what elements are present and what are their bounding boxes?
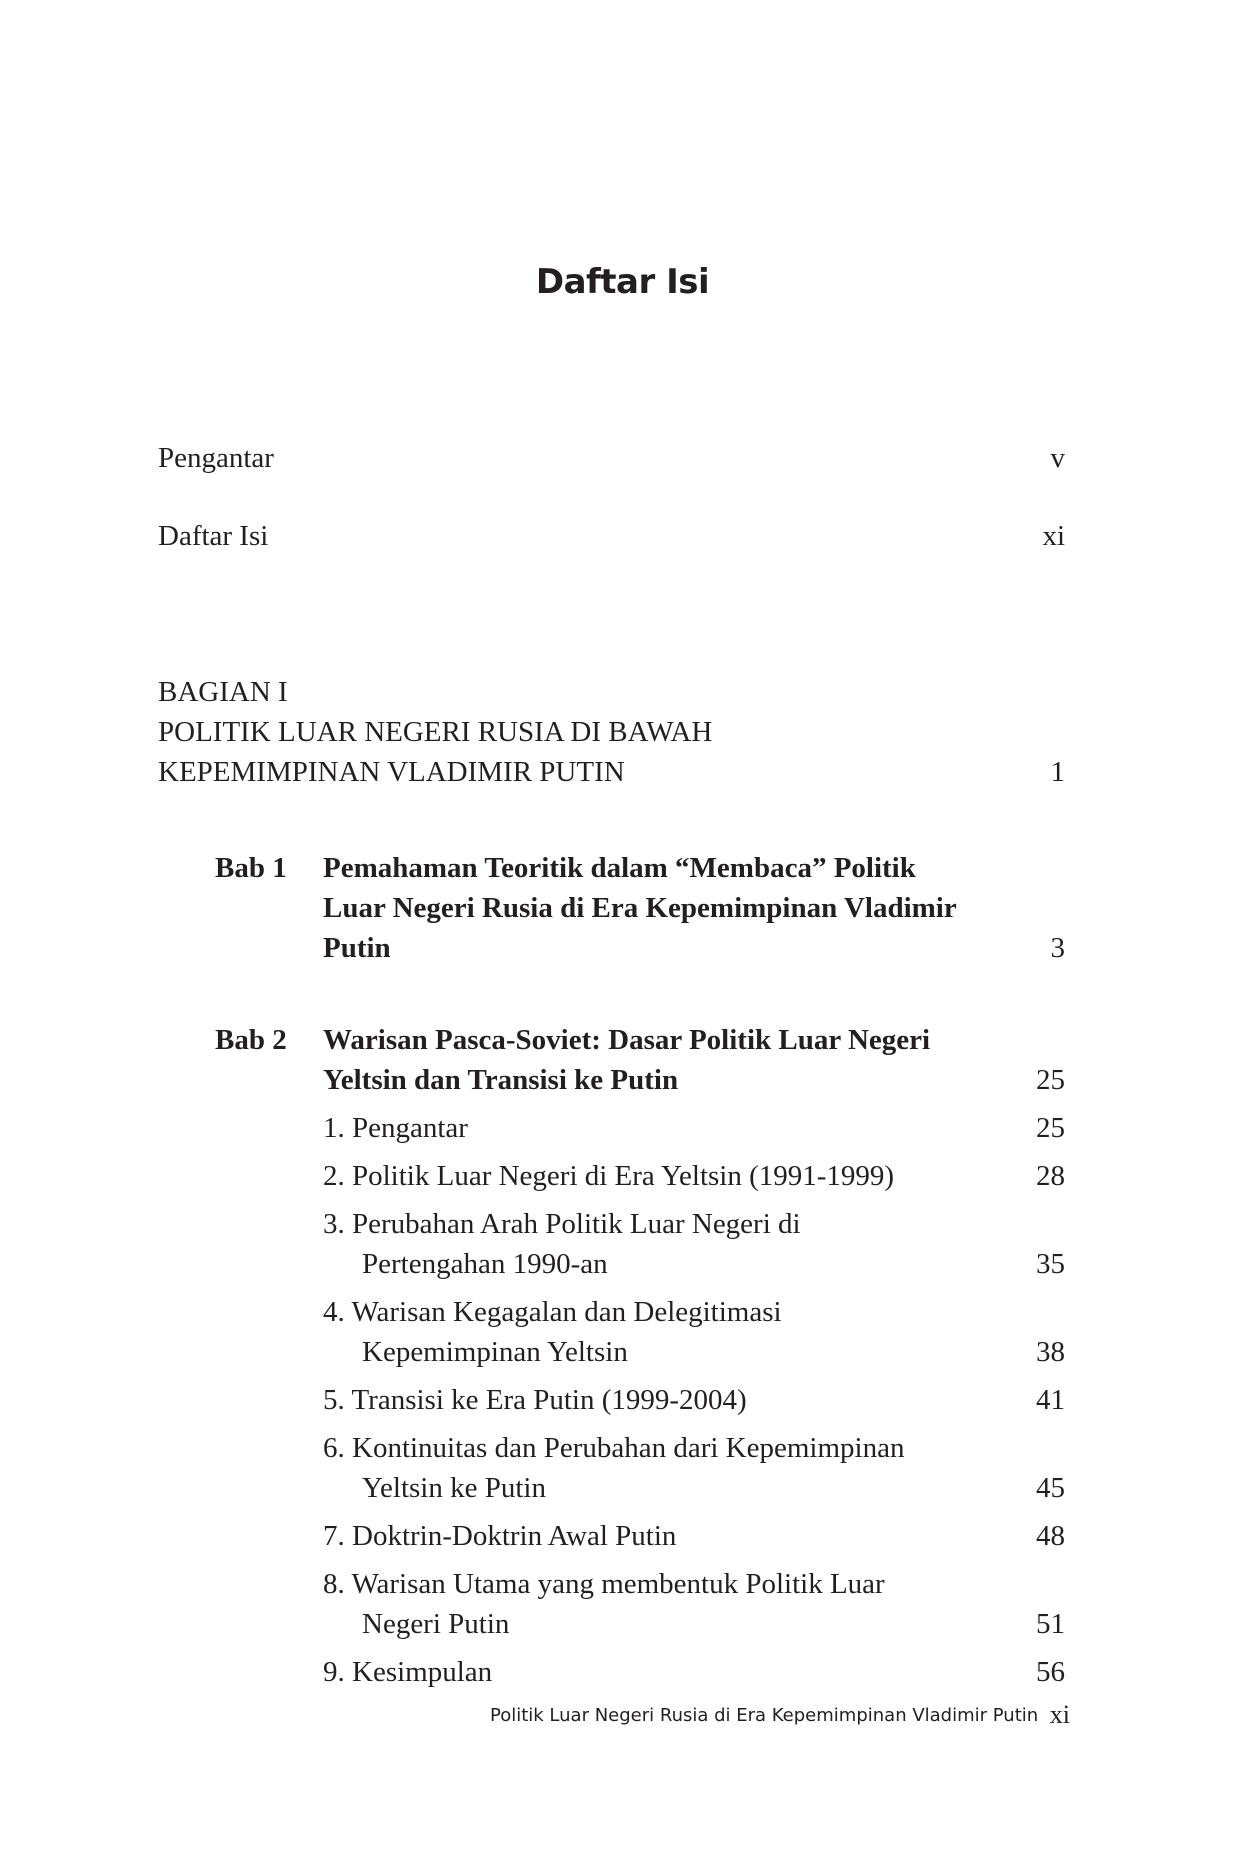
section-entry: 8. Warisan Utama yang membentuk Politik Luar — [323, 1568, 885, 1600]
section-entry: 6. Kontinuitas dan Perubahan dari Kepemimpinan — [323, 1432, 905, 1464]
toc-page-number: 35 — [1036, 1248, 1065, 1280]
section-entry: 2. Politik Luar Negeri di Era Yeltsin (1991-1999) — [323, 1160, 895, 1192]
running-footer-title: Politik Luar Negeri Rusia di Era Kepemimpinan Vladimir Putin — [490, 1705, 1039, 1726]
toc-page-number: 38 — [1036, 1336, 1065, 1368]
part-title-line: KEPEMIMPINAN VLADIMIR PUTIN — [158, 756, 625, 788]
toc-page-number: xi — [1042, 520, 1065, 552]
toc-entry-pengantar: Pengantar — [158, 442, 274, 474]
toc-page-number: 25 — [1036, 1112, 1065, 1144]
part-label: BAGIAN I — [158, 676, 288, 708]
section-entry-continued: Yeltsin ke Putin — [362, 1472, 546, 1504]
toc-page-number: 56 — [1036, 1656, 1065, 1688]
toc-page-number: 25 — [1036, 1064, 1065, 1096]
toc-page-number: 41 — [1036, 1384, 1065, 1416]
chapter-title-line: Luar Negeri Rusia di Era Kepemimpinan Vladimir — [323, 892, 957, 924]
chapter-label: Bab 1 — [215, 852, 287, 884]
chapter-title-line: Pemahaman Teoritik dalam “Membaca” Politik — [323, 852, 916, 884]
toc-entry-daftar-isi: Daftar Isi — [158, 520, 269, 552]
section-entry-continued: Pertengahan 1990-an — [362, 1248, 608, 1280]
section-entry: 5. Transisi ke Era Putin (1999-2004) — [323, 1384, 747, 1416]
toc-page-number: 51 — [1036, 1608, 1065, 1640]
toc-page-number: 48 — [1036, 1520, 1065, 1552]
chapter-label: Bab 2 — [215, 1024, 287, 1056]
toc-page-number: 45 — [1036, 1472, 1065, 1504]
toc-page-number: 28 — [1036, 1160, 1065, 1192]
section-entry: 1. Pengantar — [323, 1112, 468, 1144]
toc-page-number: v — [1050, 442, 1065, 474]
section-entry: 9. Kesimpulan — [323, 1656, 493, 1688]
section-entry-continued: Negeri Putin — [362, 1608, 510, 1640]
page-title: Daftar Isi — [535, 262, 710, 302]
toc-page-number: 1 — [1050, 756, 1065, 788]
chapter-title-line: Warisan Pasca-Soviet: Dasar Politik Luar Negeri — [323, 1024, 931, 1056]
section-entry: 4. Warisan Kegagalan dan Delegitimasi — [323, 1296, 782, 1328]
part-title-line: POLITIK LUAR NEGERI RUSIA DI BAWAH — [158, 716, 713, 748]
section-entry-continued: Kepemimpinan Yeltsin — [362, 1336, 628, 1368]
toc-page-number: 3 — [1050, 932, 1065, 964]
section-entry: 7. Doktrin-Doktrin Awal Putin — [323, 1520, 677, 1552]
chapter-title-line: Putin — [323, 932, 391, 964]
folio-page-number: xi — [1049, 1700, 1070, 1729]
chapter-title-line: Yeltsin dan Transisi ke Putin — [323, 1064, 679, 1096]
section-entry: 3. Perubahan Arah Politik Luar Negeri di — [323, 1208, 801, 1240]
